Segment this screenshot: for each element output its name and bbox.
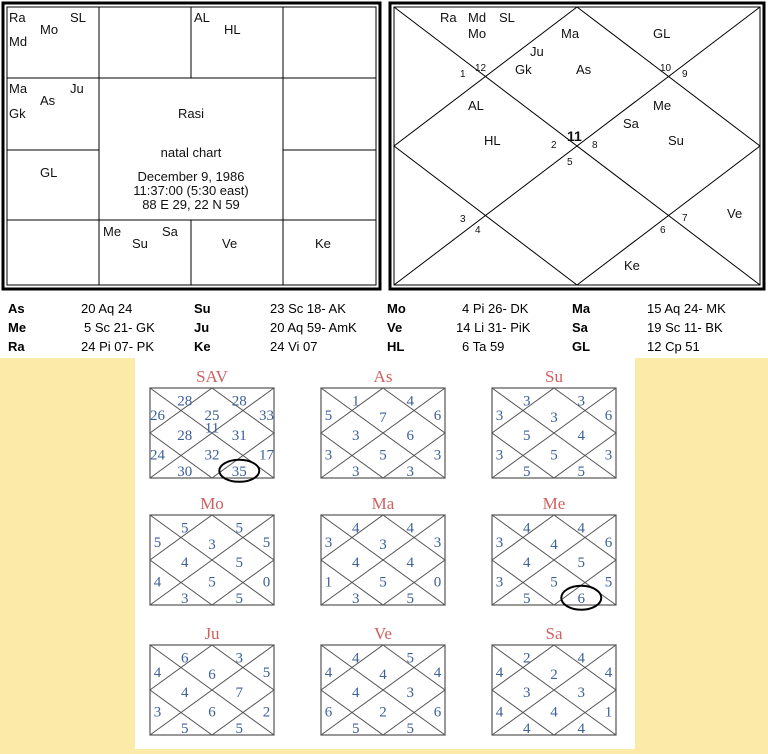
bindu-number: 4	[577, 650, 586, 667]
bindu-number: 3	[495, 574, 504, 591]
bindu-number: 4	[577, 720, 586, 737]
bindu-number: 5	[235, 554, 244, 571]
ashtakavarga-title: As	[373, 367, 393, 386]
chart-planet: Ra	[440, 10, 457, 25]
rasi-planet: Ra	[9, 10, 26, 25]
chart-planet: Md	[468, 10, 487, 25]
rasi-title: Rasi	[177, 106, 205, 121]
bindu-number: 31	[231, 427, 247, 444]
bindu-number: 25	[204, 408, 220, 424]
bindu-number: 5	[604, 574, 613, 591]
bindu-number: 32	[204, 447, 220, 464]
bindu-number: 17	[259, 447, 275, 464]
bindu-number: 5	[577, 463, 586, 480]
position-label: Su	[194, 301, 211, 316]
ashtakavarga-chart	[150, 494, 274, 607]
bindu-number: 3	[604, 447, 613, 464]
bindu-number: 5	[577, 554, 586, 571]
house-number: 6	[660, 225, 666, 236]
bindu-number: 2	[522, 650, 531, 667]
bindu-number: 3	[577, 684, 586, 701]
bindu-number: 3	[522, 393, 531, 410]
bindu-number: 11	[204, 420, 220, 437]
position-value: 20 Aq 59- AmK	[270, 320, 357, 335]
bindu-number: 4	[495, 704, 504, 721]
bindu-number: 28	[231, 393, 247, 410]
bindu-number: 5	[406, 590, 415, 607]
chart-planet: Me	[653, 98, 672, 113]
chart-planet: Ju	[530, 44, 544, 59]
bindu-number: 3	[324, 535, 333, 551]
bindu-number: 6	[433, 408, 442, 424]
bindu-number: 5	[406, 720, 415, 737]
bindu-number: 5	[522, 427, 531, 444]
bindu-number: 4	[324, 665, 333, 681]
house-number: 5	[567, 157, 573, 168]
position-label: GL	[572, 339, 591, 354]
position-label: HL	[387, 339, 405, 354]
ashtakavarga-chart	[321, 494, 445, 607]
bindu-number: 4	[351, 554, 360, 571]
bindu-number: 5	[379, 447, 387, 464]
rasi-planet: HL	[224, 22, 241, 37]
bindu-number: 4	[406, 393, 415, 410]
bindu-number: 5	[351, 720, 360, 737]
bindu-number: 0	[433, 574, 442, 591]
chart-planet: Ve	[727, 206, 743, 221]
position-value: 20 Aq 24	[81, 301, 133, 316]
bindu-number: 5	[522, 463, 531, 480]
chart-planet: Su	[668, 133, 684, 148]
ashtakavarga-title: Su	[545, 367, 563, 386]
positions-row-1	[8, 301, 726, 316]
ashtakavarga-title: SAV	[196, 367, 228, 386]
north-indian-chart	[388, 0, 768, 292]
chart-planet: Ma	[561, 26, 580, 41]
rasi-coords: 88 E 29, 22 N 59	[142, 197, 240, 212]
ashtakavarga-title: Ve	[374, 624, 392, 643]
rasi-planet: Gk	[9, 106, 26, 121]
bindu-number: 5	[153, 535, 162, 551]
chart-planet: Ke	[624, 258, 640, 273]
ashtakavarga-chart	[150, 367, 275, 482]
ashtakavarga-chart	[492, 494, 616, 610]
position-label: Mo	[387, 301, 406, 316]
house-number: 9	[682, 69, 688, 80]
ashtakavarga-title: Me	[542, 494, 566, 513]
rasi-planet: Ju	[70, 81, 84, 96]
bindu-number: 6	[180, 650, 189, 667]
bindu-number: 3	[406, 684, 415, 701]
bindu-number: 4	[351, 520, 360, 537]
position-value: 4 Pi 26- DK	[462, 301, 529, 316]
rasi-subtitle: natal chart	[160, 145, 222, 160]
rasi-planet: AL	[194, 10, 210, 25]
bindu-number: 35	[231, 463, 247, 480]
ashtakavarga-chart	[321, 624, 445, 737]
bindu-number: 3	[495, 447, 504, 464]
bindu-number: 6	[324, 704, 333, 721]
bindu-number: 5	[262, 665, 271, 681]
house-number: 3	[460, 214, 466, 225]
position-label: Ma	[572, 301, 591, 316]
chart-planet: HL	[484, 133, 501, 148]
bindu-number: 3	[495, 535, 504, 551]
position-label: As	[8, 301, 25, 316]
ashtakavarga-chart	[321, 367, 445, 480]
rasi-chart	[0, 0, 384, 292]
bindu-number: 5	[262, 535, 271, 551]
bindu-number: 0	[262, 574, 271, 591]
ashtakavarga-title: Ma	[371, 494, 395, 513]
position-label: Ke	[194, 339, 211, 354]
bindu-number: 4	[180, 554, 189, 571]
bindu-number: 24	[149, 447, 165, 464]
chart-planet: Mo	[468, 26, 487, 41]
bindu-number: 4	[406, 554, 415, 571]
bindu-number: 4	[406, 520, 415, 537]
bindu-number: 4	[153, 665, 162, 681]
bindu-number: 3	[351, 427, 360, 444]
position-label: Ra	[8, 339, 25, 354]
bindu-number: 28	[177, 427, 193, 444]
ashtakavarga-panel	[135, 358, 635, 749]
position-value: 5 Sc 21- GK	[84, 320, 155, 335]
ashtakavarga-title: Mo	[200, 494, 224, 513]
bindu-number: 5	[406, 650, 415, 667]
rasi-time: 11:37:00 (5:30 east)	[133, 183, 249, 198]
rasi-planet: Sa	[162, 224, 178, 239]
ashtakavarga-chart	[150, 624, 274, 737]
bindu-number: 4	[550, 536, 558, 553]
position-label: Ju	[194, 320, 210, 335]
position-value: 24 Vi 07	[270, 339, 318, 354]
position-value: 19 Sc 11- BK	[647, 320, 723, 335]
house-number: 1	[460, 69, 466, 80]
ashtakavarga-grid	[135, 358, 635, 749]
house-number: 2	[551, 140, 557, 151]
bindu-number: 4	[351, 650, 360, 667]
bindu-number: 26	[149, 408, 165, 424]
bindu-number: 7	[235, 684, 244, 701]
house-number: 12	[475, 63, 487, 74]
bindu-number: 4	[577, 520, 586, 537]
bindu-number: 5	[379, 574, 387, 591]
ashtakavarga-chart	[492, 367, 616, 480]
rasi-planet: Ve	[222, 236, 238, 251]
bindu-number: 3	[235, 650, 244, 667]
rasi-planet: Ma	[9, 81, 28, 96]
bindu-number: 3	[433, 535, 442, 551]
bindu-number: 6	[208, 704, 216, 721]
bindu-number: 3	[180, 590, 189, 607]
rasi-planet: Mo	[40, 22, 59, 37]
bindu-number: 6	[433, 704, 442, 721]
position-value: 6 Ta 59	[462, 339, 505, 354]
rasi-planet: Me	[103, 224, 122, 239]
positions-row-2	[8, 320, 723, 335]
bindu-number: 4	[604, 665, 613, 681]
bindu-number: 4	[577, 427, 586, 444]
position-value: 14 Li 31- PiK	[456, 320, 531, 335]
bindu-number: 5	[235, 590, 244, 607]
house-number: 7	[682, 213, 688, 224]
rasi-planet: SL	[70, 10, 86, 25]
bindu-number: 5	[180, 520, 189, 537]
bindu-number: 3	[351, 463, 360, 480]
position-value: 12 Cp 51	[647, 339, 700, 354]
bindu-number: 3	[351, 590, 360, 607]
bindu-number: 6	[406, 427, 415, 444]
bindu-number: 2	[379, 704, 387, 721]
bindu-number: 4	[522, 554, 531, 571]
bindu-number: 5	[235, 520, 244, 537]
position-value: 15 Aq 24- MK	[647, 301, 726, 316]
rasi-planet: Md	[9, 34, 28, 49]
bindu-number: 3	[433, 447, 442, 464]
bindu-number: 4	[522, 720, 531, 737]
bindu-number: 28	[177, 393, 193, 410]
bindu-number: 5	[324, 408, 333, 424]
bindu-number: 2	[550, 666, 558, 683]
bindu-number: 4	[433, 665, 442, 681]
bindu-number: 3	[522, 684, 531, 701]
bindu-number: 4	[153, 574, 162, 591]
bindu-number: 30	[177, 463, 193, 480]
bindu-number: 4	[379, 666, 387, 683]
position-label: Ve	[387, 320, 403, 335]
rasi-planet: Ke	[315, 236, 331, 251]
rasi-planet: As	[40, 93, 56, 108]
position-label: Me	[8, 320, 27, 335]
chart-planet: Sa	[623, 116, 639, 131]
bindu-number: 3	[153, 704, 162, 721]
bindu-number: 2	[262, 704, 271, 721]
bindu-number: 3	[577, 393, 586, 410]
rasi-date: December 9, 1986	[137, 169, 245, 184]
bindu-number: 4	[522, 520, 531, 537]
house-number: 4	[475, 225, 481, 236]
position-value: 23 Sc 18- AK	[270, 301, 346, 316]
ashtakavarga-area	[0, 358, 768, 749]
chart-planet: Gk	[515, 62, 532, 77]
bindu-number: 4	[550, 704, 558, 721]
position-value: 24 Pi 07- PK	[81, 339, 154, 354]
bindu-number: 5	[208, 574, 216, 591]
bindu-number: 5	[550, 574, 558, 591]
bindu-number: 6	[604, 535, 613, 551]
bindu-number: 3	[550, 409, 558, 426]
bindu-number: 5	[180, 720, 189, 737]
bindu-number: 33	[259, 408, 275, 424]
bindu-number: 7	[379, 409, 387, 426]
rasi-planet: GL	[40, 165, 58, 180]
house-number: 11	[567, 128, 582, 144]
bindu-number: 3	[379, 536, 387, 553]
bindu-number: 3	[324, 447, 333, 464]
ashtakavarga-title: Ju	[204, 624, 220, 643]
bindu-number: 6	[208, 666, 216, 683]
house-number: 8	[592, 140, 598, 151]
bindu-number: 4	[180, 684, 189, 701]
chart-planet: SL	[499, 10, 515, 25]
bindu-number: 1	[324, 574, 333, 591]
chart-planet: GL	[653, 26, 671, 41]
bindu-number: 1	[351, 393, 360, 410]
positions-row-3	[8, 339, 700, 354]
bindu-number: 5	[550, 447, 558, 464]
planet-positions	[0, 298, 768, 358]
ashtakavarga-title: Sa	[545, 624, 563, 643]
bindu-number: 3	[208, 536, 216, 553]
bindu-number: 5	[235, 720, 244, 737]
chart-area	[0, 0, 768, 358]
house-number: 10	[660, 63, 672, 74]
bindu-number: 1	[604, 704, 613, 721]
bindu-number: 6	[604, 408, 613, 424]
bindu-number: 6	[577, 590, 586, 607]
ashtakavarga-chart	[492, 624, 616, 737]
bindu-number: 4	[351, 684, 360, 701]
chart-planet: AL	[468, 98, 484, 113]
position-label: Sa	[572, 320, 588, 335]
chart-planet: As	[576, 62, 592, 77]
bindu-number: 5	[522, 590, 531, 607]
bindu-number: 4	[495, 665, 504, 681]
bindu-number: 3	[406, 463, 415, 480]
bindu-number: 3	[495, 408, 504, 424]
rasi-planet: Su	[132, 236, 148, 251]
